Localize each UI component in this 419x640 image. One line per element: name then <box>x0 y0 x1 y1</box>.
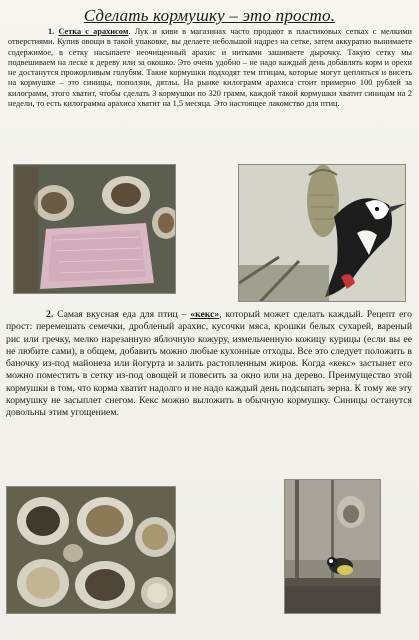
section-1-number: 1. <box>48 27 55 36</box>
section-2-paragraph <box>6 309 412 420</box>
section-2-number: 2. <box>46 309 54 320</box>
photo-seed-bags <box>13 164 176 294</box>
photo-ingredient-dishes <box>6 486 176 614</box>
section-2-body: , который может сделать каждый. Рецепт его прост: перемешать семечки, дробленый арахис, кусочки мяса, крошки белых сухарей, вареный рис или гречку, мелко нарезанную яблочную кожуру, измельченную кожицу курицы (если вы ее не любите сами), в общем, добавить можно любые кухонные отходы. Все это следует положить в баночку из-под майонеза или йогурта и залить растопленным жиров. Когда «кекс» застынет его можно поместить в сетку из-под овощей и повесить за окно или на дерево. Преимущество этой кормушки в том, что корма хватит надолго и не надо каждый день подсыпать зерна. К тому же эту кормушку не засыплет снегом. Кекс можно выложить в обычную кормушку. Синицы останутся довольны этим угощением. <box>6 309 412 419</box>
section-1-paragraph <box>8 27 412 109</box>
photo-tit-feeder <box>284 479 381 614</box>
section-2-heading: «кекс» <box>190 309 220 320</box>
section-2-lead: Самая вкусная еда для птиц – <box>53 309 191 320</box>
photo-woodpecker <box>238 164 406 302</box>
page-title: Сделать кормушку – это просто. <box>83 6 336 25</box>
section-1-heading: Сетка с арахисом <box>58 27 129 36</box>
section-1-body: . Лук и киви в магазинах часто продают в пластиковых сетках с мелкими отверстиями. Купив овощи в такой упаковке, вы делаете небольшой надрез на сетке, затем аккуратно вынимаете содержимое, в сетку насыпаете неочищенный арахис и нитками зашиваете дырочку. Такую сетку мы подвешиваем на леске к дереву или за окошко. Это очень удобно – не надо каждый день добавлять корм и орехи не достанутся прожорливым голубям. Такие кормушки подходят тем птицам, которые могут цепляться и висеть на кормушке – это синицы, поползни, дятлы. На рынке килограмм арахиса стоит примерно 100 рублей за килограмм, этого хватит, чтобы сделать 3 кормушки по 320 грамм, каждой такой кормушки хватит синицам на 2 недели, то есть килограмма арахиса хватит на 1,5 месяца. Это настоящее лакомство для птиц. <box>8 27 412 109</box>
